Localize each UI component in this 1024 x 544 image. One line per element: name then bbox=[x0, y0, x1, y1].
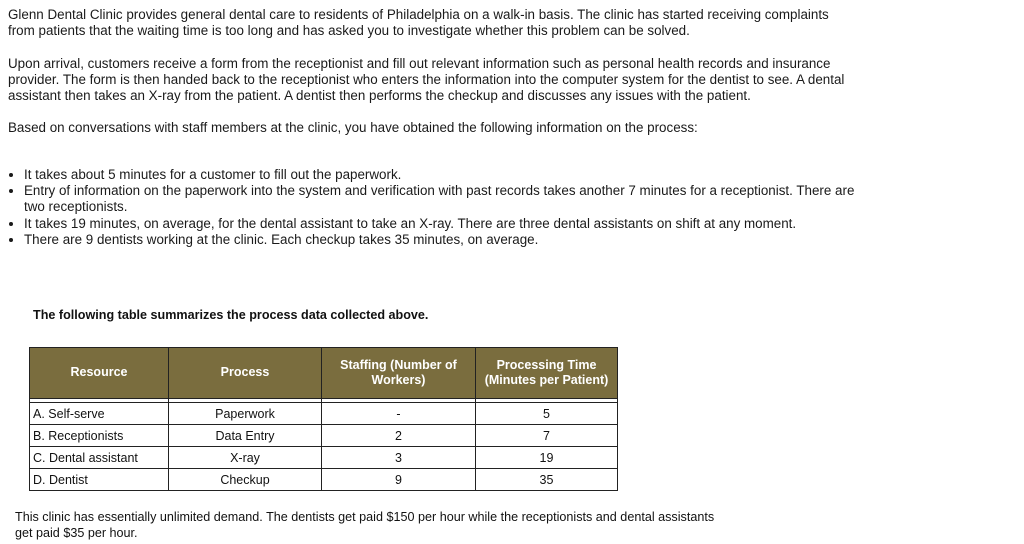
table-row bbox=[30, 447, 618, 469]
header-processing-time: Processing Time (Minutes per Patient) bbox=[476, 348, 618, 399]
footer-note: This clinic has essentially unlimited demand. The dentists get paid $150 per hour while the receptionists and dental assistants get paid $35 per hour. bbox=[15, 510, 715, 540]
cell-staffing: 2 bbox=[322, 425, 476, 447]
header-process: Process bbox=[169, 348, 322, 399]
header-staffing: Staffing (Number of Workers) bbox=[322, 348, 476, 399]
intro-paragraph-3: Based on conversations with staff members at the clinic, you have obtained the following information on the process: bbox=[8, 120, 698, 136]
list-item: • There are 9 dentists working at the clinic. Each checkup takes 35 minutes, on average. bbox=[24, 232, 858, 248]
header-resource: Resource bbox=[30, 348, 169, 399]
list-item: • It takes 19 minutes, on average, for the dental assistant to take an X-ray. There are three dental assistants on shift at any moment. bbox=[24, 216, 858, 232]
table-row bbox=[30, 403, 618, 425]
cell-resource: B. Receptionists bbox=[30, 425, 169, 447]
table-header-row bbox=[30, 348, 618, 399]
cell-resource: A. Self-serve bbox=[30, 403, 169, 425]
table-row bbox=[30, 469, 618, 491]
problem-statement bbox=[8, 7, 858, 248]
cell-process: X-ray bbox=[169, 447, 322, 469]
list-item: • Entry of information on the paperwork into the system and verification with past records takes another 7 minutes for a receptionist. There are two receptionists. bbox=[24, 183, 858, 216]
intro-paragraph-2: Upon arrival, customers receive a form from the receptionist and fill out relevant information such as personal health records and insurance provider. The form is then handed back to the receptionist who enters the information into the computer system for the dentist to see. A dental assistant then takes an X-ray from the patient. A dentist then performs the checkup and discusses any issues with the patient. bbox=[8, 55, 845, 104]
intro-paragraph-1: Glenn Dental Clinic provides general dental care to residents of Philadelphia on a walk-in basis. The clinic has started receiving complaints from patients that the waiting time is too long and has asked you to investigate whether this problem can be solved. bbox=[8, 7, 829, 39]
cell-process: Checkup bbox=[169, 469, 322, 491]
cell-resource: C. Dental assistant bbox=[30, 447, 169, 469]
cell-process: Paperwork bbox=[169, 403, 322, 425]
cell-resource: D. Dentist bbox=[30, 469, 169, 491]
cell-time: 5 bbox=[476, 403, 618, 425]
cell-time: 19 bbox=[476, 447, 618, 469]
cell-time: 7 bbox=[476, 425, 618, 447]
process-data-table bbox=[29, 347, 618, 491]
cell-staffing: - bbox=[322, 403, 476, 425]
table-row bbox=[30, 425, 618, 447]
cell-staffing: 9 bbox=[322, 469, 476, 491]
cell-process: Data Entry bbox=[169, 425, 322, 447]
list-item: • It takes about 5 minutes for a customer to fill out the paperwork. bbox=[24, 167, 858, 183]
cell-staffing: 3 bbox=[322, 447, 476, 469]
table-title: The following table summarizes the process data collected above. bbox=[33, 308, 429, 322]
process-info-list bbox=[8, 167, 858, 248]
cell-time: 35 bbox=[476, 469, 618, 491]
